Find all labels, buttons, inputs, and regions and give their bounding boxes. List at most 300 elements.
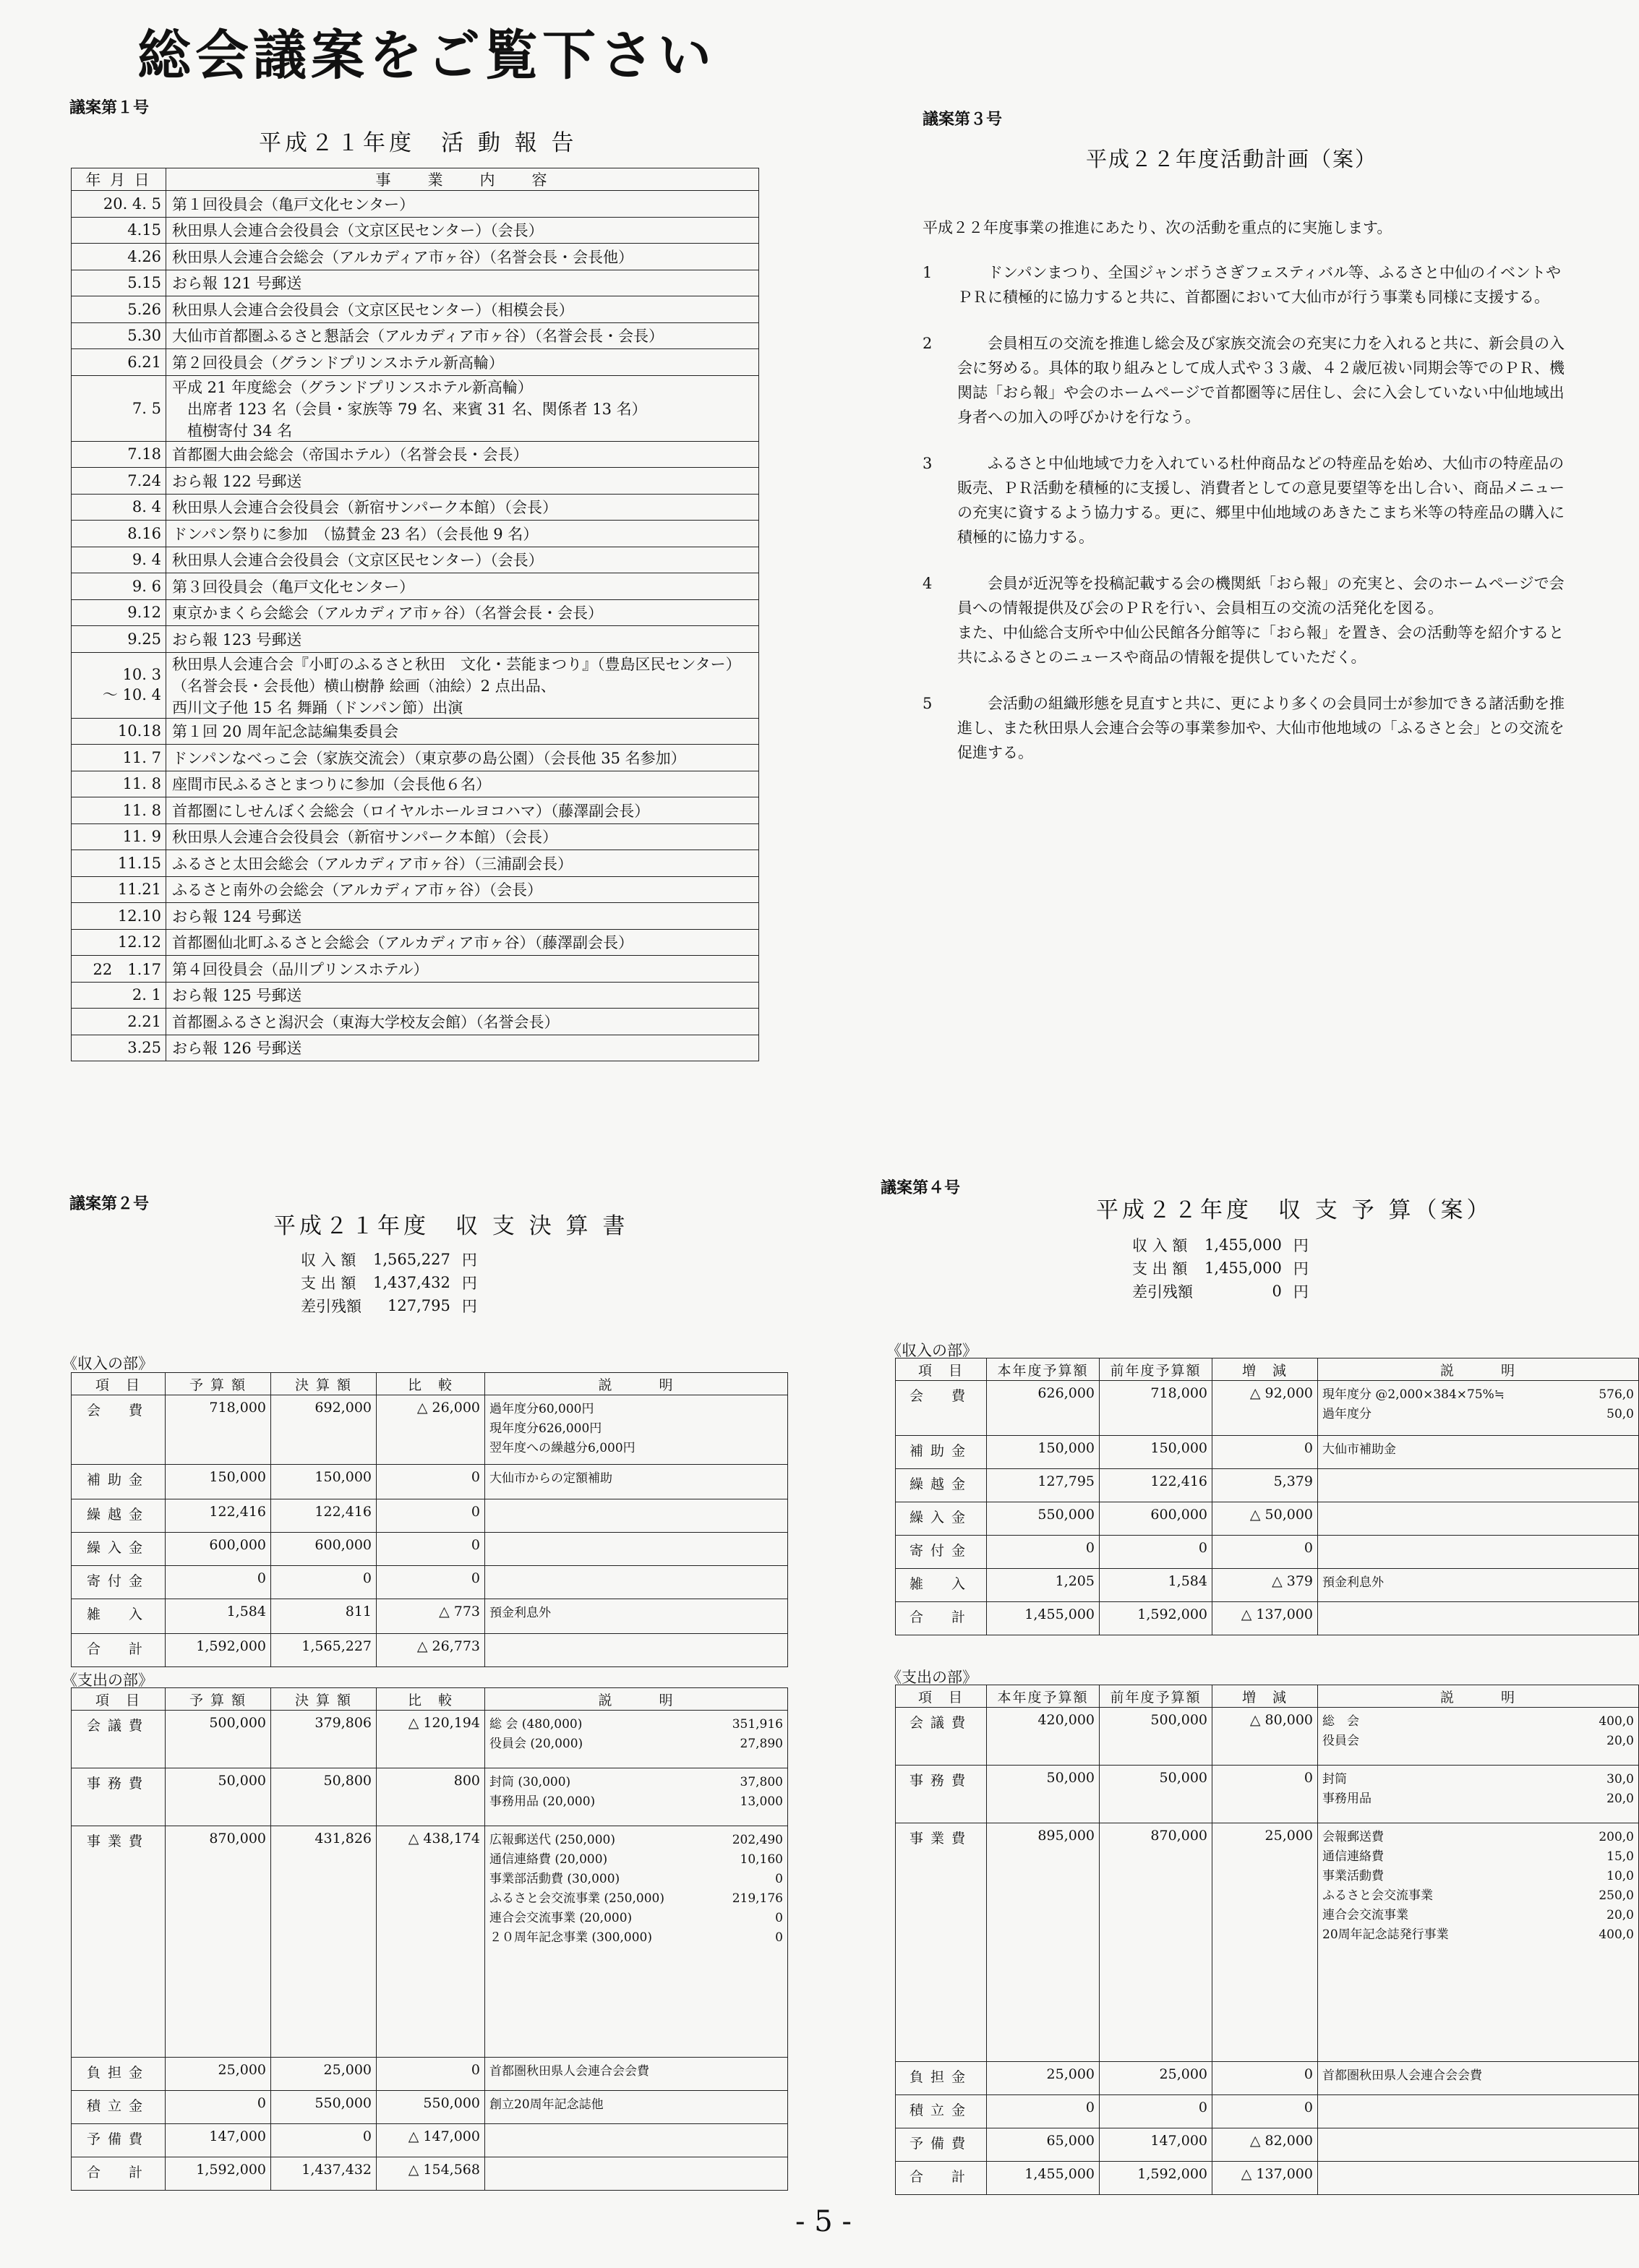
- row-amount-2: 600,000: [271, 1533, 377, 1566]
- summary-value: 1,455,000: [1204, 1236, 1282, 1254]
- item3-title: 平成２２年度活動計画（案）: [1086, 147, 1378, 171]
- note-amount: 20,0: [1606, 1734, 1634, 1748]
- activity-date: 11. 8: [72, 797, 166, 824]
- activity-row: [72, 903, 759, 930]
- row-amount-2: 431,826: [271, 1826, 377, 2058]
- note-line: [489, 1831, 783, 1850]
- item1-label: 議案第１号: [69, 98, 150, 117]
- activity-row: [72, 626, 759, 653]
- activity-content: 首都圏にしせんぼく会総会（ロイヤルホールヨコハマ）（藤澤副会長）: [166, 797, 759, 824]
- item3-intro: 平成２２年度事業の推進にあたり、次の活動を重点的に実施します。: [923, 219, 1392, 236]
- item4-title: 平成２２年度 収 支 予 算（案）: [1096, 1197, 1493, 1223]
- activity-date: 8.16: [72, 521, 166, 547]
- row-item: 事業費: [72, 1826, 166, 2058]
- row-amount-1: 1,455,000: [987, 1602, 1100, 1635]
- note-line: [1322, 1789, 1634, 1809]
- table-header: 説 明: [1318, 1685, 1639, 1708]
- activity-content: 第２回役員会（グランドプリンスホテル新高輪）: [166, 349, 759, 376]
- activity-content: おら報 121 号郵送: [166, 270, 759, 296]
- note-amount: 30,0: [1606, 1772, 1634, 1786]
- row-note: [1318, 1602, 1639, 1635]
- summary-row: [1126, 1280, 1314, 1303]
- activity-row: [72, 573, 759, 600]
- row-item: 合 計: [72, 1634, 166, 1667]
- activity-row: [72, 771, 759, 797]
- row-item: 雑 入: [72, 1599, 166, 1634]
- finance-row: [72, 1634, 788, 1667]
- row-note: [1318, 1436, 1639, 1469]
- row-note: [485, 1711, 788, 1768]
- row-difference: 800: [377, 1768, 485, 1826]
- row-item: 寄付金: [896, 1536, 987, 1569]
- row-difference: 0: [1212, 2062, 1318, 2095]
- finance-row: [72, 1768, 788, 1826]
- activity-report-table: [71, 168, 759, 1061]
- finance-row: [896, 2128, 1639, 2162]
- row-amount-2: 718,000: [1100, 1381, 1212, 1436]
- row-amount-1: 25,000: [987, 2062, 1100, 2095]
- note-text: 事務用品 (20,000): [489, 1794, 596, 1809]
- note-text: ふるさと会交流事業: [1322, 1888, 1433, 1903]
- row-amount-2: 1,592,000: [1100, 2162, 1212, 2195]
- summary-value: 1,565,227: [373, 1251, 450, 1268]
- row-amount-2: 50,000: [1100, 1766, 1212, 1823]
- activity-date: 10. 3 ～ 10. 4: [72, 652, 166, 718]
- finance-row: [72, 1499, 788, 1533]
- row-amount-1: 600,000: [166, 1533, 271, 1566]
- row-difference: △ 92,000: [1212, 1381, 1318, 1436]
- table-header: 前年度予算額: [1100, 1685, 1212, 1708]
- row-note: [1318, 2095, 1639, 2128]
- row-amount-2: 600,000: [1100, 1502, 1212, 1536]
- note-amount: 400,0: [1599, 1714, 1634, 1729]
- finance-row: [896, 1381, 1639, 1436]
- note-line: [489, 2062, 783, 2081]
- activity-date: 20. 4. 5: [72, 191, 166, 218]
- row-item: 寄付金: [72, 1566, 166, 1599]
- activity-row: [72, 270, 759, 296]
- row-amount-2: 1,565,227: [271, 1634, 377, 1667]
- row-note: [485, 1566, 788, 1599]
- item3-label: 議案第３号: [923, 110, 1003, 129]
- plan-point-number: 4: [923, 575, 933, 592]
- note-text: 連合会交流事業: [1322, 1908, 1408, 1922]
- row-item: 事務費: [896, 1766, 987, 1823]
- summary-row: [295, 1271, 483, 1294]
- activity-row: [72, 547, 759, 573]
- row-note: [1318, 2062, 1639, 2095]
- finance-row: [896, 1823, 1639, 2062]
- summary-row: [1126, 1233, 1314, 1257]
- activity-date: 10.18: [72, 718, 166, 745]
- activity-date: 5.30: [72, 322, 166, 349]
- finance-row: [72, 1533, 788, 1566]
- row-difference: △ 137,000: [1212, 1602, 1318, 1635]
- plan-point: [923, 691, 1573, 765]
- activity-date: 5.26: [72, 296, 166, 323]
- note-text: 封筒 (30,000): [489, 1775, 571, 1789]
- activity-row: [72, 797, 759, 824]
- activity-content: ドンパンなべっこ会（家族交流会）（東京夢の島公園）（会長他 35 名参加）: [166, 745, 759, 771]
- note-line: [1322, 1906, 1634, 1925]
- summary-unit: 円: [1293, 1260, 1309, 1278]
- summary-label: 支 出 額: [301, 1275, 356, 1292]
- activity-content: 秋田県人会連合会役員会（文京区民センター）（会長）: [166, 217, 759, 244]
- finance-row: [896, 1766, 1639, 1823]
- activity-date: 7. 5: [72, 375, 166, 441]
- note-text: 総 会: [1322, 1714, 1359, 1729]
- activity-row: [72, 375, 759, 441]
- activity-content: 秋田県人会連合会役員会（文京区民センター）（相模会長）: [166, 296, 759, 323]
- note-text: 封筒: [1322, 1772, 1347, 1786]
- row-item: 合 計: [72, 2157, 166, 2191]
- item2-title: 平成２１年度 収 支 決 算 書: [273, 1213, 629, 1239]
- summary-value: 1,455,000: [1204, 1259, 1282, 1277]
- row-note: [485, 1499, 788, 1533]
- finance-row: [72, 2157, 788, 2191]
- page-number: - 5 -: [795, 2205, 852, 2238]
- plan-point-number: 1: [923, 264, 933, 281]
- summary-value: 1,437,432: [373, 1274, 450, 1291]
- activity-content: 首都圏ふるさと潟沢会（東海大学校友会館）（名誉会長）: [166, 1009, 759, 1035]
- plan-point-text: 会員相互の交流を推進し総会及び家族交流会の充実に力を入れると共に、新会員の入会に努める。具体的取り組みとして成人式や３３歳、４２歳厄祓い同期会等でのＰＲ、機関誌「おら報」や会のホームページで首都圏等に居住し、会に入会していない中仙地域出身者への加入の呼びかけを行なう。: [957, 335, 1565, 426]
- finance-row: [72, 2058, 788, 2091]
- note-text: 広報郵送代 (250,000): [489, 1833, 615, 1847]
- activity-date: 11. 7: [72, 745, 166, 771]
- row-amount-2: 1,584: [1100, 1569, 1212, 1602]
- row-item: 積立金: [72, 2091, 166, 2124]
- row-item: 負担金: [72, 2058, 166, 2091]
- row-note: [485, 1634, 788, 1667]
- item2-expense-table: [71, 1687, 788, 2191]
- row-note: [1318, 2162, 1639, 2195]
- finance-row: [896, 1708, 1639, 1766]
- finance-row: [896, 1469, 1639, 1502]
- row-item: 繰越金: [72, 1499, 166, 1533]
- table-header: 前年度予算額: [1100, 1358, 1212, 1381]
- finance-row: [896, 1502, 1639, 1536]
- note-text: ２０周年記念事業 (300,000): [489, 1930, 652, 1945]
- plan-point-text: ドンパンまつり、全国ジャンボうさぎフェスティバル等、ふるさと中仙のイベントやＰＲに積極的に協力すると共に、首都圏において大仙市が行う事業も同様に支援する。: [957, 264, 1561, 306]
- activity-content: 首都圏仙北町ふるさと会総会（アルカディア市ヶ谷）（藤澤副会長）: [166, 929, 759, 956]
- note-amount: 50,0: [1606, 1407, 1634, 1421]
- note-line: [1322, 1847, 1634, 1867]
- activity-row: [72, 850, 759, 877]
- row-item: 補助金: [72, 1465, 166, 1499]
- activity-date: 2. 1: [72, 982, 166, 1009]
- item4-expense-label: 《支出の部》: [886, 1669, 977, 1686]
- activity-date: 12.10: [72, 903, 166, 930]
- row-difference: △ 147,000: [377, 2124, 485, 2157]
- finance-row: [896, 1436, 1639, 1469]
- activity-row: [72, 217, 759, 244]
- row-note: [485, 2124, 788, 2157]
- activity-date: 11. 9: [72, 823, 166, 850]
- note-amount: 0: [775, 1930, 783, 1945]
- activity-date: 8. 4: [72, 494, 166, 521]
- row-amount-2: 25,000: [271, 2058, 377, 2091]
- activity-row: [72, 494, 759, 521]
- row-difference: 5,379: [1212, 1469, 1318, 1502]
- summary-value: 0: [1272, 1283, 1282, 1300]
- row-difference: △ 120,194: [377, 1711, 485, 1768]
- row-amount-1: 1,592,000: [166, 1634, 271, 1667]
- activity-row: [72, 441, 759, 468]
- item2-label: 議案第２号: [69, 1194, 150, 1213]
- row-note: 預金利息外: [485, 1599, 788, 1634]
- row-item: 雑 入: [896, 1569, 987, 1602]
- table-header: 増 減: [1212, 1358, 1318, 1381]
- item1-title: 平成２１年度 活 動 報 告: [259, 130, 578, 156]
- row-note: [485, 1533, 788, 1566]
- note-text: 役員会 (20,000): [489, 1737, 583, 1751]
- activity-date: 12.12: [72, 929, 166, 956]
- row-difference: △ 26,773: [377, 1634, 485, 1667]
- row-difference: 0: [1212, 1536, 1318, 1569]
- plan-point-text: 会活動の組織形態を見直すと共に、更により多くの会員同士が参加できる諸活動を推進し、また秋田県人会連合会等の事業参加や、大仙市他地域の「ふるさと会」との交流を促進する。: [957, 695, 1565, 761]
- row-difference: 25,000: [1212, 1823, 1318, 2062]
- activity-row: [72, 652, 759, 718]
- activity-content: おら報 122 号郵送: [166, 468, 759, 495]
- row-amount-2: 870,000: [1100, 1823, 1212, 2062]
- note-text: 首都圏秋田県人会連合会会費: [489, 2064, 649, 2079]
- headline: 総会議案をご覧下さい: [137, 25, 716, 87]
- row-amount-1: 626,000: [987, 1381, 1100, 1436]
- row-amount-2: 50,800: [271, 1768, 377, 1826]
- act-header-date: 年 月 日: [72, 168, 166, 191]
- row-amount-1: 25,000: [166, 2058, 271, 2091]
- row-amount-2: 692,000: [271, 1395, 377, 1465]
- plan-point: [923, 331, 1573, 429]
- row-amount-2: 25,000: [1100, 2062, 1212, 2095]
- plan-point-number: 3: [923, 455, 933, 472]
- row-item: 会議費: [896, 1708, 987, 1766]
- note-text: 会報郵送費: [1322, 1830, 1384, 1844]
- activity-content: 第１回役員会（亀戸文化センター）: [166, 191, 759, 218]
- activity-content: 秋田県人会連合会役員会（新宿サンパーク本館）（会長）: [166, 494, 759, 521]
- summary-label: 収 入 額: [301, 1251, 356, 1269]
- note-line: [1322, 1732, 1634, 1751]
- activity-content: 第４回役員会（品川プリンスホテル）: [166, 956, 759, 983]
- row-note: 大仙市からの定額補助: [485, 1465, 788, 1499]
- row-difference: △ 154,568: [377, 2157, 485, 2191]
- note-line: [489, 1773, 783, 1792]
- row-item: 補助金: [896, 1436, 987, 1469]
- row-item: 繰入金: [896, 1502, 987, 1536]
- item3-points: [923, 260, 1573, 787]
- row-difference: 0: [1212, 1766, 1318, 1823]
- note-text: 創立20周年記念誌他: [489, 2097, 604, 2112]
- note-line: [1322, 2066, 1634, 2086]
- table-header: 説 明: [1318, 1358, 1639, 1381]
- note-amount: 200,0: [1599, 1830, 1634, 1844]
- row-item: 繰入金: [72, 1533, 166, 1566]
- table-header: 比 較: [377, 1373, 485, 1395]
- note-text: 役員会: [1322, 1734, 1359, 1748]
- finance-row: [72, 1711, 788, 1768]
- row-difference: 550,000: [377, 2091, 485, 2124]
- note-text: ふるさと会交流事業 (250,000): [489, 1891, 664, 1906]
- row-amount-2: 1,437,432: [271, 2157, 377, 2191]
- row-item: 事務費: [72, 1768, 166, 1826]
- note-line: [1322, 1828, 1634, 1847]
- row-difference: 0: [377, 1566, 485, 1599]
- note-line: [1322, 1867, 1634, 1886]
- finance-row: [896, 1536, 1639, 1569]
- note-text: 首都圏秋田県人会連合会会費: [1322, 2068, 1482, 2083]
- row-amount-2: 0: [271, 2124, 377, 2157]
- row-item: 合 計: [896, 2162, 987, 2195]
- activity-date: 2.21: [72, 1009, 166, 1035]
- row-note: [1318, 1469, 1639, 1502]
- row-item: 会 費: [72, 1395, 166, 1465]
- row-item: 会議費: [72, 1711, 166, 1768]
- activity-row: [72, 322, 759, 349]
- table-header: 説 明: [485, 1373, 788, 1395]
- activity-row: [72, 1009, 759, 1035]
- note-line: [489, 1928, 783, 1948]
- activity-row: [72, 718, 759, 745]
- row-amount-1: 1,455,000: [987, 2162, 1100, 2195]
- finance-row: [896, 1569, 1639, 1602]
- row-amount-1: 1,205: [987, 1569, 1100, 1602]
- row-amount-1: 122,416: [166, 1499, 271, 1533]
- table-header: 予 算 額: [166, 1688, 271, 1711]
- activity-row: [72, 929, 759, 956]
- summary-row: [1126, 1257, 1314, 1280]
- summary-label: 差引残額: [1132, 1283, 1193, 1301]
- row-note: [485, 1768, 788, 1826]
- activity-date: 9. 4: [72, 547, 166, 573]
- summary-row: [295, 1248, 483, 1271]
- row-amount-2: 147,000: [1100, 2128, 1212, 2162]
- row-difference: △ 80,000: [1212, 1708, 1318, 1766]
- row-amount-2: 0: [271, 1566, 377, 1599]
- activity-content: 第１回 20 周年記念誌編集委員会: [166, 718, 759, 745]
- row-note: [1318, 2128, 1639, 2162]
- activity-row: [72, 982, 759, 1009]
- row-note: [485, 2157, 788, 2191]
- activity-content: 平成 21 年度総会（グランドプリンスホテル新高輪） 出席者 123 名（会員・家族等 79 名、来賓 31 名、関係者 13 名） 植樹寄付 34 名: [166, 375, 759, 441]
- row-difference: 0: [377, 1533, 485, 1566]
- note-line: [1322, 1440, 1634, 1460]
- note-amount: 15,0: [1606, 1849, 1634, 1864]
- finance-row: [896, 2162, 1639, 2195]
- table-header: 項 目: [896, 1685, 987, 1708]
- finance-row: [896, 2095, 1639, 2128]
- row-difference: 0: [1212, 1436, 1318, 1469]
- finance-row: [896, 2062, 1639, 2095]
- note-text: 事業活動費: [1322, 1869, 1384, 1883]
- activity-row: [72, 296, 759, 323]
- row-amount-1: 895,000: [987, 1823, 1100, 2062]
- act-header-content: 事 業 内 容: [166, 168, 759, 191]
- activity-content: おら報 126 号郵送: [166, 1035, 759, 1061]
- row-difference: 0: [377, 1465, 485, 1499]
- table-header: 説 明: [485, 1688, 788, 1711]
- activity-date: 9.25: [72, 626, 166, 653]
- row-item: 予備費: [72, 2124, 166, 2157]
- note-amount: 10,0: [1606, 1869, 1634, 1883]
- activity-date: 4.15: [72, 217, 166, 244]
- row-difference: △ 438,174: [377, 1826, 485, 2058]
- row-amount-1: 420,000: [987, 1708, 1100, 1766]
- item4-label: 議案第４号: [881, 1178, 961, 1197]
- row-item: 繰越金: [896, 1469, 987, 1502]
- row-item: 積立金: [896, 2095, 987, 2128]
- row-item: 予備費: [896, 2128, 987, 2162]
- row-difference: △ 137,000: [1212, 2162, 1318, 2195]
- row-difference: △ 773: [377, 1599, 485, 1634]
- row-amount-1: 50,000: [166, 1768, 271, 1826]
- row-amount-1: 500,000: [166, 1711, 271, 1768]
- row-difference: △ 82,000: [1212, 2128, 1318, 2162]
- note-line: [489, 1850, 783, 1870]
- note-line: [1322, 1886, 1634, 1906]
- plan-point-text: 会員が近況等を投稿記載する会の機関紙「おら報」の充実と、会のホームページで会員への情報提供及び会のＰＲを行い、会員相互の交流の活発化を図る。 また、中仙総合支所や中仙公民館各分館等に「おら報」を置き、会の活動等を紹介すると共にふるさとのニュースや商品の情報を提供していただく。: [957, 575, 1565, 666]
- table-header: 項 目: [896, 1358, 987, 1381]
- row-note: [1318, 1569, 1639, 1602]
- note-text: 通信連絡費: [1322, 1849, 1384, 1864]
- note-text: 預金利息外: [1322, 1575, 1384, 1590]
- row-difference: 0: [377, 1499, 485, 1533]
- row-amount-2: 500,000: [1100, 1708, 1212, 1766]
- plan-point-number: 2: [923, 335, 933, 352]
- activity-date: 11. 8: [72, 771, 166, 797]
- finance-row: [72, 1465, 788, 1499]
- item2-income-label: 《収入の部》: [62, 1355, 153, 1372]
- summary-unit: 円: [1293, 1283, 1309, 1301]
- finance-row: [72, 1566, 788, 1599]
- activity-row: [72, 823, 759, 850]
- note-line: [489, 1870, 783, 1889]
- finance-row: [896, 1602, 1639, 1635]
- plan-point-number: 5: [923, 695, 933, 712]
- plan-point-text: ふるさと中仙地域で力を入れている杜仲商品などの特産品を始め、大仙市の特産品の販売、ＰＲ活動を積極的に支援し、消費者としての意見要望等を出し合い、商品メニューの充実に資するよう協力する。更に、郷里中仙地域のあきたこまち米等の特産品の購入に積極的に協力する。: [957, 455, 1565, 546]
- activity-date: 11.15: [72, 850, 166, 877]
- row-item: 事業費: [896, 1823, 987, 2062]
- activity-date: 22 1.17: [72, 956, 166, 983]
- item4-income-label: 《収入の部》: [886, 1342, 977, 1359]
- note-amount: 20,0: [1606, 1792, 1634, 1806]
- note-line: [1322, 1712, 1634, 1732]
- plan-point: [923, 451, 1573, 549]
- activity-content: おら報 125 号郵送: [166, 982, 759, 1009]
- activity-row: [72, 745, 759, 771]
- note-line: [489, 2095, 783, 2115]
- item2-summary: [295, 1248, 483, 1317]
- plan-point: [923, 260, 1573, 309]
- row-amount-1: 147,000: [166, 2124, 271, 2157]
- item2-expense-label: 《支出の部》: [62, 1672, 153, 1689]
- note-line: [489, 1734, 783, 1754]
- activity-row: [72, 521, 759, 547]
- row-amount-1: 0: [166, 1566, 271, 1599]
- note-amount: 0: [775, 1872, 783, 1886]
- row-amount-2: 1,592,000: [1100, 1602, 1212, 1635]
- row-note: [485, 1826, 788, 2058]
- activity-date: 3.25: [72, 1035, 166, 1061]
- item4-summary: [1126, 1233, 1314, 1303]
- note-text: 事業部活動費 (30,000): [489, 1872, 620, 1886]
- note-amount: 576,0: [1599, 1387, 1634, 1402]
- note-amount: 219,176: [732, 1891, 783, 1906]
- row-note: [485, 2091, 788, 2124]
- activity-row: [72, 956, 759, 983]
- activity-date: 7.18: [72, 441, 166, 468]
- note-amount: 202,490: [732, 1833, 783, 1847]
- note-amount: 10,160: [740, 1852, 783, 1867]
